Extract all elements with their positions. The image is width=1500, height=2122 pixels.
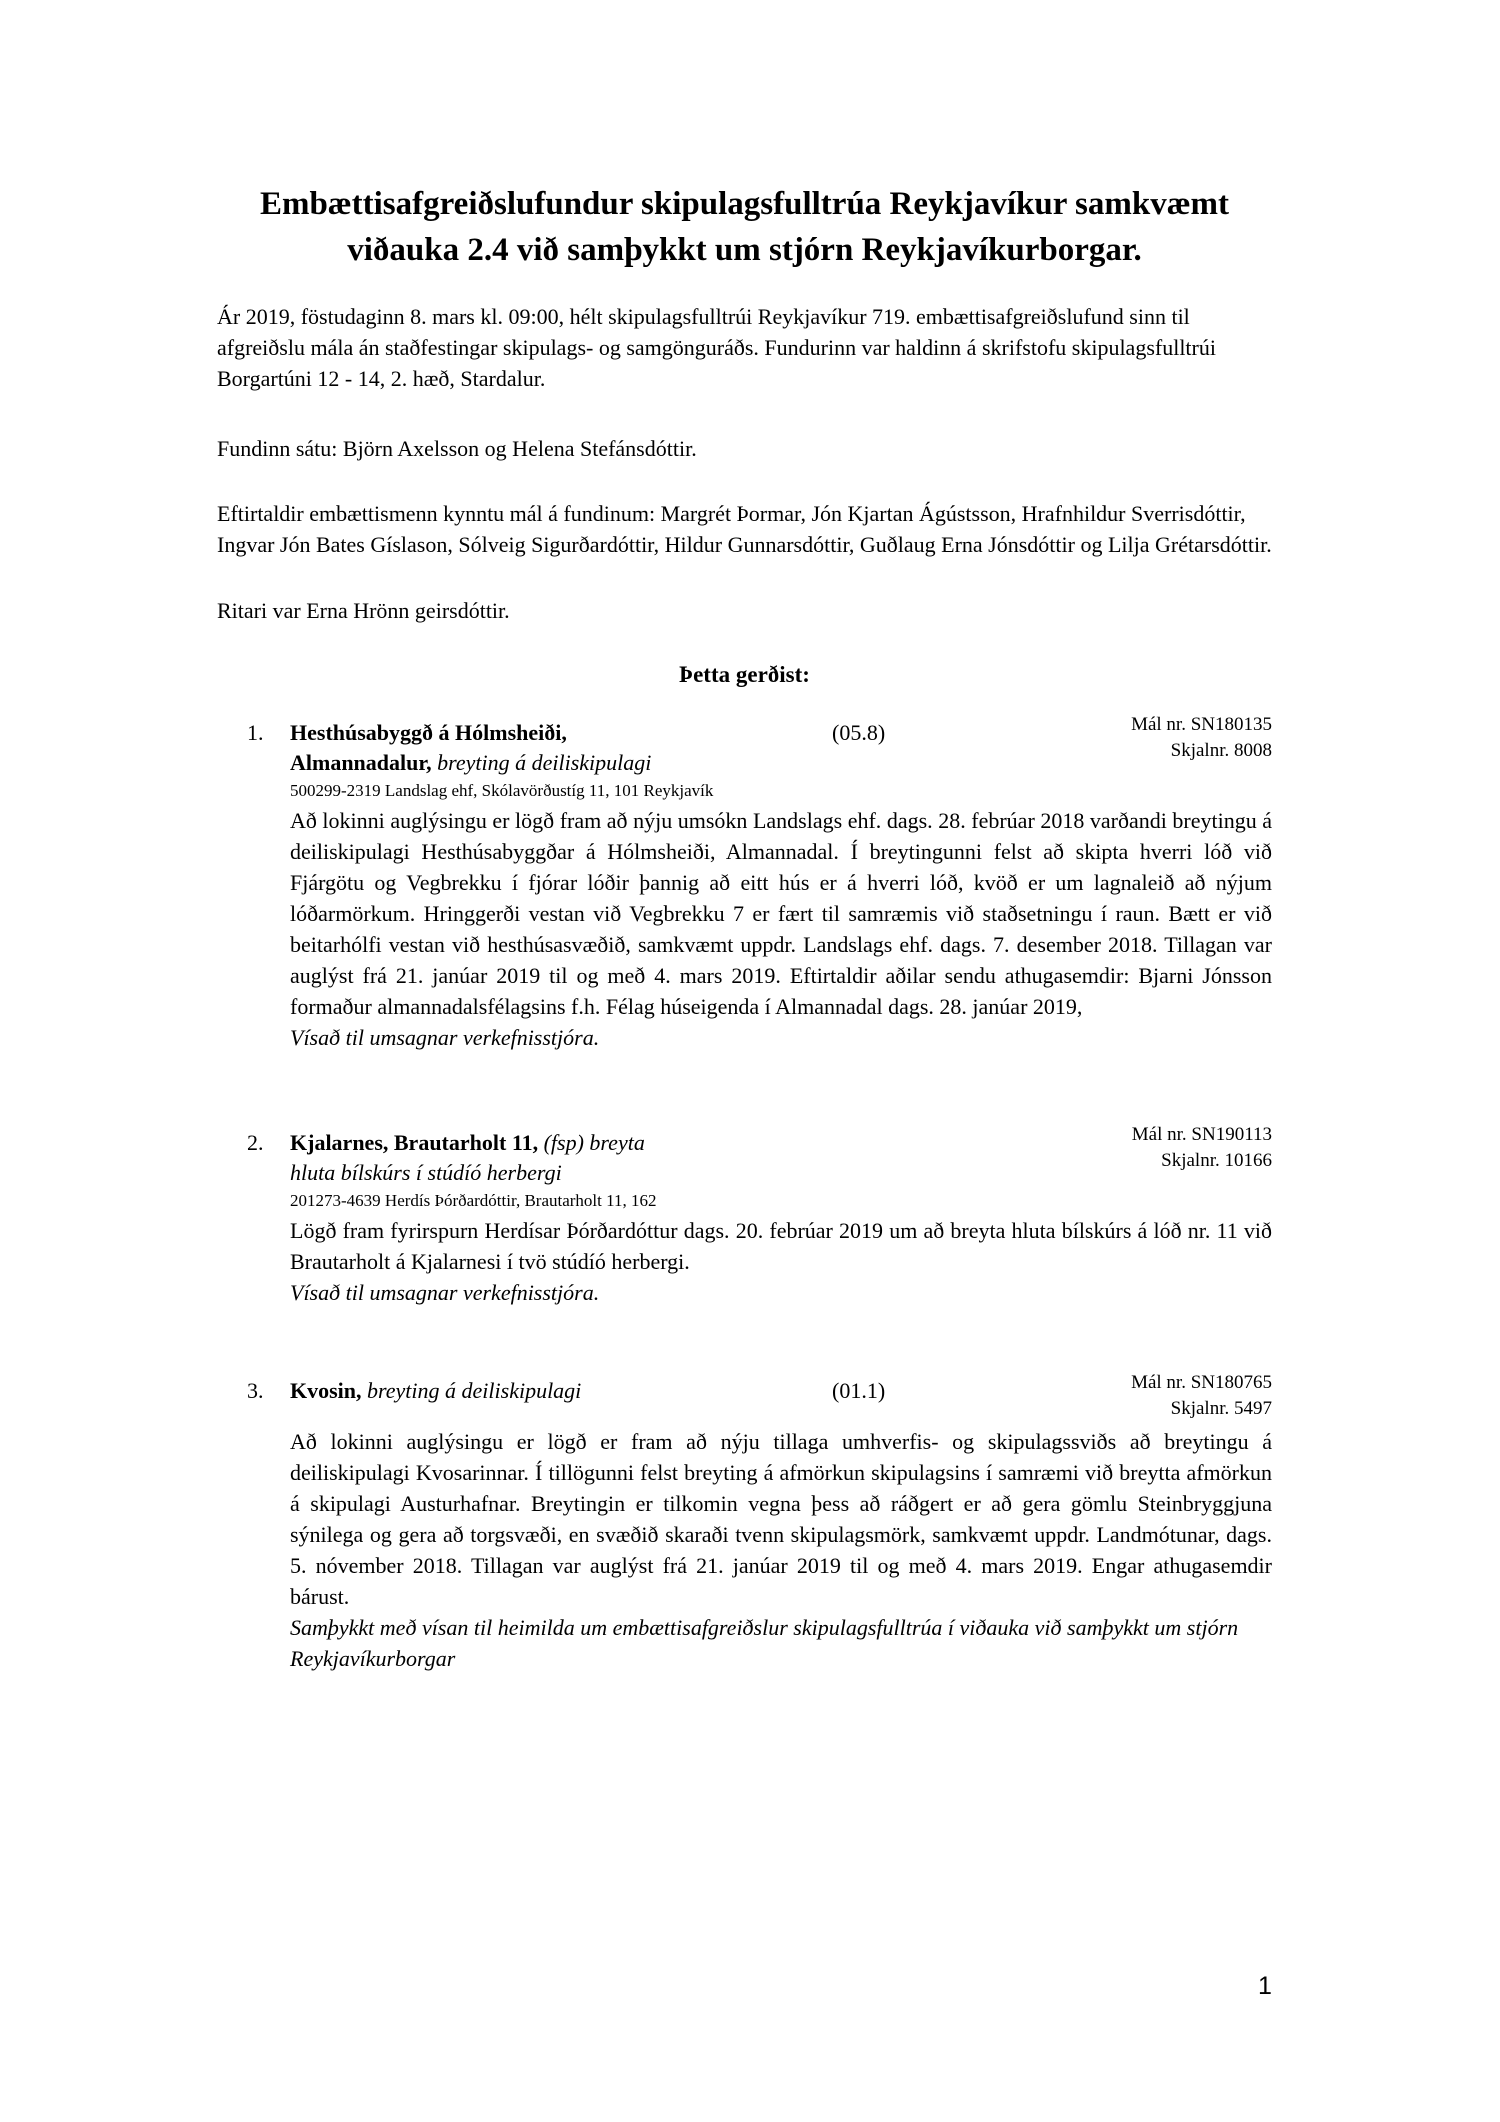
- item-content: [290, 1372, 1272, 1674]
- item-title: [290, 1128, 832, 1213]
- item-title-italic: breyting á deiliskipulagi: [437, 750, 652, 775]
- item-number: 2.: [247, 1130, 264, 1155]
- item-title-bold: Kvosin,: [290, 1378, 362, 1403]
- item-resolution: Vísað til umsagnar verkefnisstjóra.: [290, 1280, 600, 1305]
- item-number: 1.: [247, 720, 264, 745]
- item-header: [290, 714, 1272, 803]
- secretary-line: Ritari var Erna Hrönn geirsdóttir.: [217, 598, 510, 623]
- case-number: Mál nr. SN190113: [1131, 1124, 1272, 1145]
- agenda-item-3: [247, 1372, 1272, 1674]
- item-title: [290, 1376, 832, 1422]
- item-title-italic: hluta bílskúrs í stúdíó herbergi: [290, 1160, 562, 1185]
- item-title-bold: Kjalarnes, Brautarholt 11,: [290, 1130, 539, 1155]
- case-number: Mál nr. SN180135: [1131, 714, 1272, 735]
- item-title: [290, 718, 832, 803]
- item-title-italic: (fsp) breyta: [543, 1130, 645, 1155]
- case-number: Mál nr. SN180765: [1131, 1372, 1272, 1393]
- attendees-line: Fundinn sátu: Björn Axelsson og Helena Stefánsdóttir.: [217, 436, 697, 461]
- applicant-line: 201273-4639 Herdís Þórðardóttir, Brautarholt 11, 162: [290, 1191, 657, 1210]
- document-number: Skjalnr. 10166: [1161, 1150, 1272, 1171]
- item-title-bold: Hesthúsabyggð á Hólmsheiði,: [290, 720, 567, 745]
- item-meta: [982, 1122, 1272, 1213]
- item-body: Að lokinni auglýsingu er lögð er fram að nýju tillaga umhverfis- og skipulagssviðs að breytingu á deiliskipulagi Kvosarinnar. Í tillögunni felst breyting á afmörkun skipulagsins í samræmi við breytta afmörkun á skipulagi Austurhafnar. Breytingin er tilkomin vegna þess að ráðgert er að gera gömlu Steinbryggjuna sýnilega og gera að torgsvæði, en svæðið skaraði tvenn skipulagsmörk, samkvæmt uppdr. Landmótunar, dags. 5. nóvember 2018. Tillagan var auglýst frá 21. janúar 2019 til og með 4. mars 2019. Engar athugasemdir bárust.: [290, 1429, 1272, 1609]
- item-number: 3.: [247, 1378, 264, 1403]
- item-header: [290, 1372, 1272, 1422]
- item-resolution: Vísað til umsagnar verkefnisstjóra.: [290, 1025, 600, 1050]
- document-number: Skjalnr. 8008: [1170, 740, 1272, 761]
- item-content: [290, 1124, 1272, 1308]
- document-content: [217, 181, 1272, 1674]
- item-header: [290, 1124, 1272, 1213]
- item-meta: [982, 1370, 1272, 1422]
- applicant-line: 500299-2319 Landslag ehf, Skólavörðustíg 11, 101 Reykjavík: [290, 781, 714, 800]
- intro-opening-paragraph: Ár 2019, föstudaginn 8. mars kl. 09:00, hélt skipulagsfulltrúi Reykjavíkur 719. embættisafgreiðslufund sinn til afgreiðslu mála án staðfestingar skipulags- og samgönguráðs. Fundurinn var haldinn á skrifstofu skipulagsfulltrúi Borgartúni 12 - 14, 2. hæð, Stardalur.: [217, 304, 1216, 391]
- item-body: Að lokinni auglýsingu er lögð fram að nýju umsókn Landslags ehf. dags. 28. febrúar 2018 varðandi breytingu á deiliskipulagi Hesthúsabyggðar á Hólmsheiði, Almannadal. Í breytingunni felst að skipta hverri lóð við Fjárgötu og Vegbrekku í fjórar lóðir þannig að eitt hús er á hverri lóð, kvöð er um lagnaleið að nýjum lóðarmörkum. Hringgerði vestan við Vegbrekku 7 er fært til samræmis við staðsetningu í raun. Bætt er við beitarhólfi vestan við hesthúsasvæðið, samkvæmt uppdr. Landslags ehf. dags. 7. desember 2018. Tillagan var auglýst frá 21. janúar 2019 til og með 4. mars 2019. Eftirtaldir aðilar sendu athugasemdir: Bjarni Jónsson formaður almannadalsfélagsins f.h. Félag húseigenda í Almannadal dags. 28. janúar 2019,: [290, 808, 1272, 1019]
- agenda-item-1: [247, 714, 1272, 1053]
- agenda-item-2: [247, 1124, 1272, 1308]
- item-code: [832, 1128, 982, 1213]
- item-title-bold: Almannadalur,: [290, 750, 432, 775]
- item-content: [290, 714, 1272, 1053]
- document-number: Skjalnr. 5497: [1170, 1398, 1272, 1419]
- page-number: 1: [1258, 1972, 1272, 2000]
- officials-paragraph: Eftirtaldir embættismenn kynntu mál á fundinum: Margrét Þormar, Jón Kjartan Ágústsson, Hrafnhildur Sverrisdóttir, Ingvar Jón Bates Gíslason, Sólveig Sigurðardóttir, Hildur Gunnarsdóttir, Guðlaug Erna Jónsdóttir og Lilja Grétarsdóttir.: [217, 501, 1272, 557]
- item-meta: [982, 712, 1272, 803]
- item-title-italic: breyting á deiliskipulagi: [367, 1378, 582, 1403]
- item-body: Lögð fram fyrirspurn Herdísar Þórðardóttur dags. 20. febrúar 2019 um að breyta hluta bílskúrs á lóð nr. 11 við Brautarholt á Kjalarnesi í tvö stúdíó herbergi.: [290, 1218, 1272, 1274]
- agenda-heading: Þetta gerðist:: [679, 662, 810, 687]
- document-title: Embættisafgreiðslufundur skipulagsfulltrúa Reykjavíkur samkvæmt viðauka 2.4 við samþykkt um stjórn Reykjavíkurborgar.: [259, 186, 1230, 268]
- item-code: (05.8): [832, 720, 886, 745]
- item-resolution: Samþykkt með vísan til heimilda um embættisafgreiðslur skipulagsfulltrúa í viðauka við samþykkt um stjórn Reykjavíkurborgar: [290, 1615, 1239, 1671]
- item-code: (01.1): [832, 1378, 886, 1403]
